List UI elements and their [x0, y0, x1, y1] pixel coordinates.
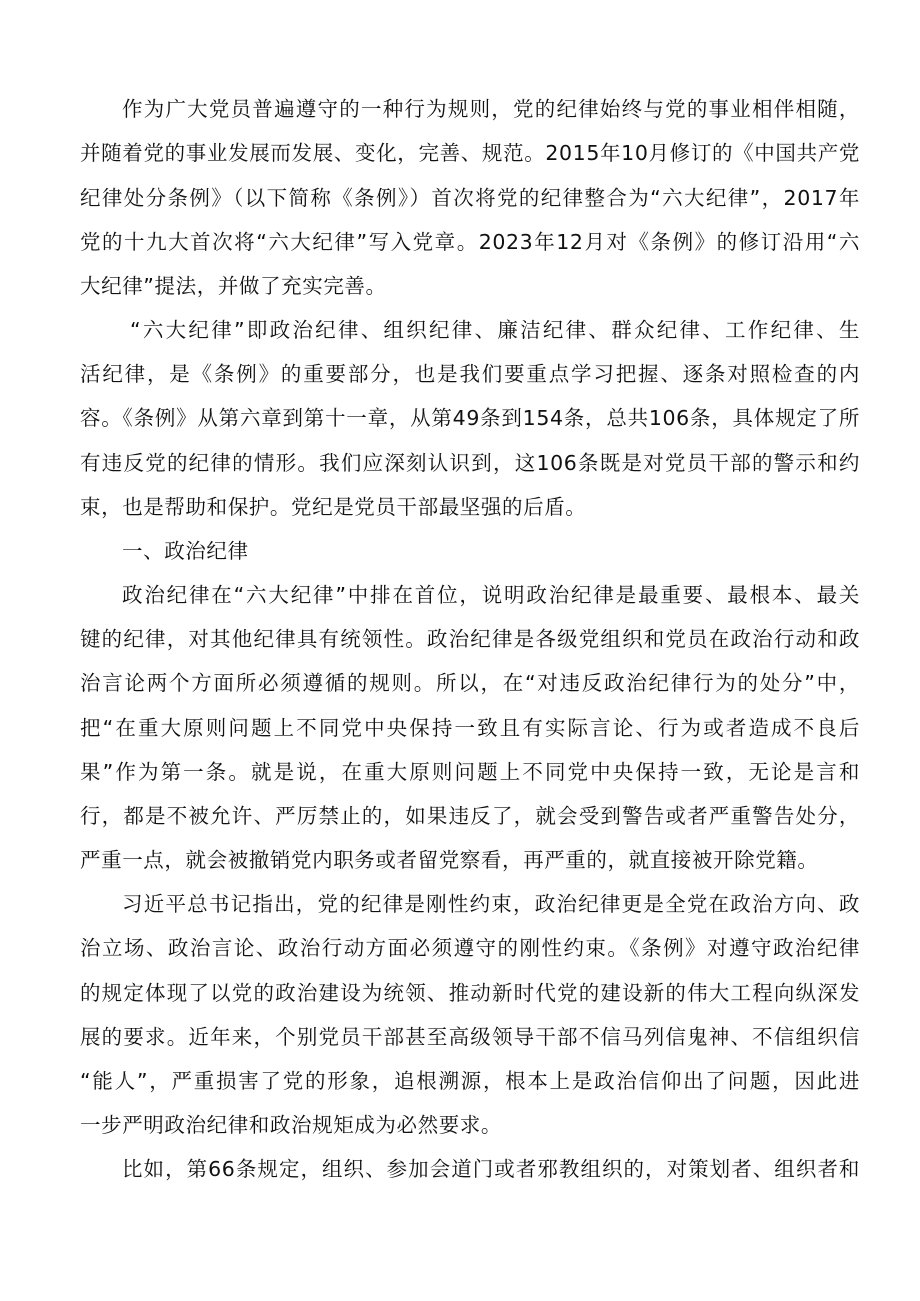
- section-heading-political-discipline: 一、政治纪律: [122, 539, 249, 563]
- paragraph-3-line-1: 政治纪律在“六大纪律”中排在首位，说明政治纪律是最重要、最根本、最关: [122, 583, 860, 607]
- paragraph-4-line-6: 一步严明政治纪律和政治规矩成为必然要求。: [80, 1113, 502, 1137]
- paragraph-3-line-5: 果”作为第一条。就是说，在重大原则问题上不同党中央保持一致，无论是言和: [80, 760, 860, 784]
- paragraph-3-line-6: 行，都是不被允许、严厉禁止的，如果违反了，就会受到警告或者严重警告处分，: [80, 804, 860, 828]
- paragraph-2-line-2: 活纪律，是《条例》的重要部分，也是我们要重点学习把握、逐条对照检查的内: [80, 362, 860, 386]
- paragraph-3-line-3: 治言论两个方面所必须遵循的规则。所以，在“对违反政治纪律行为的处分”中，: [80, 671, 860, 695]
- paragraph-3-line-2: 键的纪律，对其他纪律具有统领性。政治纪律是各级党组织和党员在政治行动和政: [80, 627, 860, 651]
- paragraph-3-line-7: 严重一点，就会被撤销党内职务或者留党察看，再严重的，就直接被开除党籍。: [80, 848, 819, 872]
- paragraph-1-line-4: 党的十九大首次将“六大纪律”写入党章。2023年12月对《条例》的修订沿用“六: [80, 230, 860, 254]
- paragraph-2-line-4: 有违反党的纪律的情形。我们应深刻认识到，这106条既是对党员干部的警示和约: [80, 451, 860, 475]
- paragraph-2-line-5: 束，也是帮助和保护。党纪是党员干部最坚强的后盾。: [80, 495, 587, 519]
- paragraph-1-line-5: 大纪律”提法，并做了充实完善。: [80, 274, 387, 298]
- paragraph-2-line-1: “六大纪律”即政治纪律、组织纪律、廉洁纪律、群众纪律、工作纪律、生: [130, 318, 860, 342]
- paragraph-5-line-1: 比如，第66条规定，组织、参加会道门或者邪教组织的，对策划者、组织者和: [122, 1157, 860, 1181]
- paragraph-4-line-4: 展的要求。近年来，个别党员干部甚至高级领导干部不信马列信鬼神、不信组织信: [80, 1025, 860, 1049]
- paragraph-1-line-3: 纪律处分条例》（以下简称《条例》）首次将党的纪律整合为“六大纪律”，2017年: [80, 186, 860, 210]
- paragraph-4-line-1: 习近平总书记指出，党的纪律是刚性约束，政治纪律更是全党在政治方向、政: [122, 892, 860, 916]
- paragraph-2-line-3: 容。《条例》从第六章到第十一章，从第49条到154条，总共106条，具体规定了所: [80, 406, 860, 430]
- paragraph-1-line-2: 并随着党的事业发展而发展、变化，完善、规范。2015年10月修订的《中国共产党: [80, 141, 860, 165]
- paragraph-1-line-1: 作为广大党员普遍遵守的一种行为规则，党的纪律始终与党的事业相伴相随，: [122, 97, 860, 121]
- paragraph-3-line-4: 把“在重大原则问题上不同党中央保持一致且有实际言论、行为或者造成不良后: [80, 716, 860, 740]
- paragraph-4-line-2: 治立场、政治言论、政治行动方面必须遵守的刚性约束。《条例》对遵守政治纪律: [80, 936, 860, 960]
- paragraph-4-line-3: 的规定体现了以党的政治建设为统领、推动新时代党的建设新的伟大工程向纵深发: [80, 981, 860, 1005]
- paragraph-4-line-5: “能人”，严重损害了党的形象，追根溯源，根本上是政治信仰出了问题，因此进: [80, 1069, 860, 1093]
